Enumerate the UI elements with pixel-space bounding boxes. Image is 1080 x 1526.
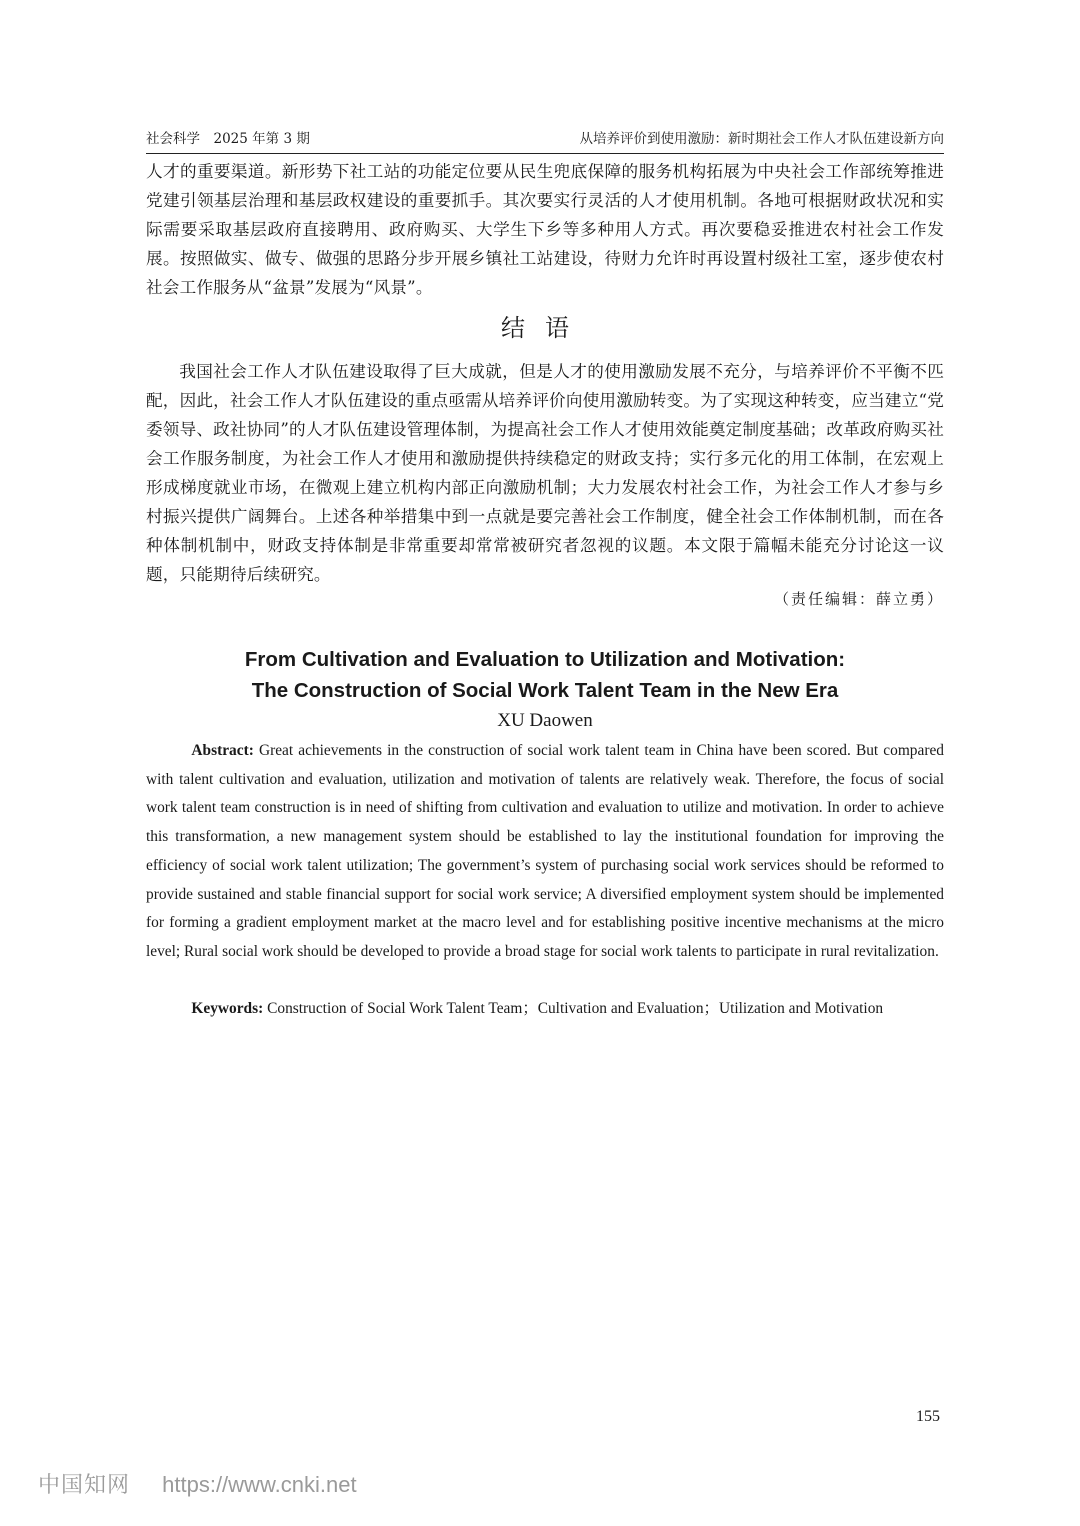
english-title-line-1: From Cultivation and Evaluation to Utilization and Motivation: <box>244 648 846 671</box>
running-header <box>146 127 944 154</box>
watermark-url: https://www.cnki.net <box>162 1472 357 1497</box>
continued-paragraph <box>146 157 944 302</box>
author-name: XU Daowen <box>497 710 593 731</box>
english-keywords <box>146 995 944 1024</box>
cnki-watermark <box>38 1468 357 1499</box>
abstract-text: Great achievements in the construction of social work talent team in China have been scored. But compared with talent cultivation and evaluation, utilization and motivation of talents are relatively weak. Therefore, the focus of social work talent team construction is in need of shifting from cultivation and evaluation to utilize and motivation. In order to achieve this transformation, a new management system should be established to lay the institutional foundation for improving the efficiency of social work talent utilization; The government’s system of purchasing social work services should be reformed to provide sustained and stable financial support for social work service; A diversified employment system should be implemented for forming a gradient employment market at the macro level and for establishing positive incentive mechanisms at the micro level; Rural social work should be developed to provide a broad stage for social work talents to participate in rural revitalization. <box>146 742 944 960</box>
journal-issue: 社会科学 2025 年第 3 期 <box>146 131 310 147</box>
section-heading-conclusion: 结语 <box>501 314 589 342</box>
abstract-label: Abstract: <box>191 742 254 759</box>
responsible-editor: （责任编辑：薛立勇） <box>773 590 944 608</box>
english-title <box>146 644 944 706</box>
page-number: 155 <box>916 1408 940 1425</box>
continued-text: 人才的重要渠道。新形势下社工站的功能定位要从民生兜底保障的服务机构拓展为中央社会工作部统筹推进党建引领基层治理和基层政权建设的重要抓手。其次要实行灵活的人才使用机制。各地可根据财政状况和实际需要采取基层政府直接聘用、政府购买、大学生下乡等多种用人方式。再次要稳妥推进农村社会工作发展。按照做实、做专、做强的思路分步开展乡镇社工站建设，待财力允许时再设置村级社工室，逐步使农村社会工作服务从“盆景”发展为“风景”。 <box>146 162 944 297</box>
conclusion-section <box>146 357 944 589</box>
watermark-brand: 中国知网 <box>38 1472 131 1497</box>
keywords-text: Construction of Social Work Talent Team；Cultivation and Evaluation；Utilization and Motivation <box>267 1000 884 1017</box>
keywords-paragraph <box>146 995 944 1024</box>
english-abstract <box>146 737 944 967</box>
english-title-line-2: The Construction of Social Work Talent Team in the New Era <box>251 679 839 702</box>
keywords-label: Keywords: <box>191 1000 264 1017</box>
article-short-title: 从培养评价到使用激励：新时期社会工作人才队伍建设新方向 <box>579 131 944 147</box>
conclusion-paragraph: 我国社会工作人才队伍建设取得了巨大成就，但是人才的使用激励发展不充分，与培养评价不平衡不匹配，因此，社会工作人才队伍建设的重点亟需从培养评价向使用激励转变。为了实现这种转变，应当建立“党委领导、政社协同”的人才队伍建设管理体制，为提高社会工作人才使用效能奠定制度基础；改革政府购买社会工作服务制度，为社会工作人才使用和激励提供持续稳定的财政支持；实行多元化的用工体制，在宏观上形成梯度就业市场，在微观上建立机构内部正向激励机制；大力发展农村社会工作，为社会工作人才参与乡村振兴提供广阔舞台。上述各种举措集中到一点就是要完善社会工作制度，健全社会工作体制机制，而在各种体制机制中，财政支持体制是非常重要却常常被研究者忽视的议题。本文限于篇幅未能充分讨论这一议题，只能期待后续研究。 <box>146 362 944 584</box>
abstract-paragraph <box>146 737 944 967</box>
